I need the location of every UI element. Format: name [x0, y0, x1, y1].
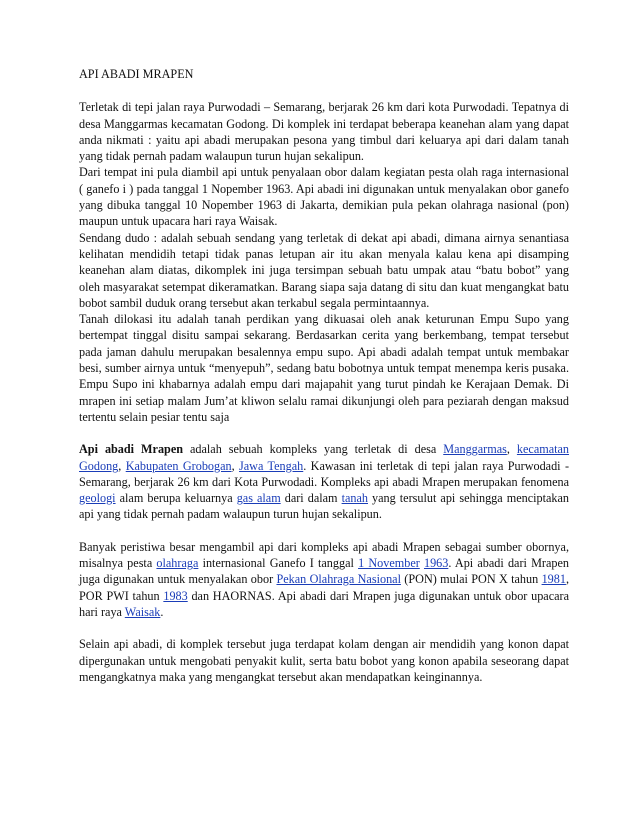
link-pekan-olahraga-nasional[interactable]: Pekan Olahraga Nasional	[276, 572, 401, 587]
link-olahraga[interactable]: olahraga	[156, 556, 199, 571]
paragraph-kolam: Selain api abadi, di komplek tersebut juga terdapat kolam dengan air mendidih yang konon dapat dipergunakan untuk mengobati penyakit kulit, serta batu bobot yang konon apabila seseorang dapat mengangkatnya maka yang mengangkat tersebut akan mendapatkan keinginannya.	[79, 637, 569, 684]
link-gas-alam[interactable]: gas alam	[236, 491, 281, 506]
link-jawa-tengah[interactable]: Jawa Tengah	[239, 458, 304, 473]
paragraph-events: Banyak peristiwa besar mengambil api dari kompleks api abadi Mrapen sebagai sumber obornya, misalnya pesta olahraga internasional Ganefo I tanggal 1 November 1963. Api abadi dari Mrapen juga digunakan untuk menyalakan obor Pekan Olahraga Nasional (PON) mulai PON X tahun 1981, POR PWI tahun 1983 dan HAORNAS. Api abadi dari Mrapen juga digunakan untuk obor upacara hari raya Waisak.	[79, 539, 569, 619]
document-page	[79, 66, 569, 685]
paragraph-api-abadi-definition: Api abadi Mrapen adalah sebuah kompleks yang terletak di desa Manggarmas, kecamatan Godong, Kabupaten Grobogan, Jawa Tengah. Kawasan ini terletak di tepi jalan raya Purwodadi - Semarang, berjarak 26 km dari Kota Purwodadi. Kompleks api abadi Mrapen merupakan fenomena geologi alam berupa keluarnya gas alam dari dalam tanah yang tersulut api sehingga menciptakan api yang tidak pernah padam walaupun turun hujan sekalipun.	[79, 442, 570, 522]
link-kecamatan-godong[interactable]: kecamatan Godong	[79, 442, 570, 473]
link-kabupaten-grobogan[interactable]: Kabupaten Grobogan	[125, 458, 232, 473]
link-1-november[interactable]: 1 November	[358, 556, 420, 571]
intro-block	[79, 99, 569, 425]
paragraph-tanah-perdikan: Tanah dilokasi itu adalah tanah perdikan yang dikuasai oleh anak keturunan Empu Supo yang bertempat tinggal disitu sampai sekarang. Berdasarkan cerita yang berkembang, tempat tersebut pada jaman dahulu merupakan besalennya empu supo. Api abadi adalah tempat untuk membakar besi, sumber airnya untuk “menyepuh”, sedang batu bobotnya untuk tempat menempa keris pusaka. Empu Supo ini khabarnya adalah empu dari majapahit yang turut pindah ke Kerajaan Demak. Di mrapen ini setiap malam Jum’at kliwon selalu ramai dikunjungi oleh para peziarah dengan maksud tertentu selain pesiar tentu saja	[79, 312, 569, 424]
link-waisak[interactable]: Waisak	[124, 604, 161, 619]
link-1963[interactable]: 1963	[423, 556, 449, 571]
link-tanah[interactable]: tanah	[341, 491, 368, 506]
bold-term: Api abadi Mrapen	[79, 442, 184, 457]
link-manggarmas[interactable]: Manggarmas	[443, 442, 507, 457]
link-1981[interactable]: 1981	[541, 572, 566, 587]
paragraph-location: Terletak di tepi jalan raya Purwodadi – Semarang, berjarak 26 km dari kota Purwodadi. Tepatnya di desa Manggarmas kecamatan Godong. Di komplek ini terdapat beberapa keanehan alam yang dapat anda nikmati : yaitu api abadi merupakan pesona yang timbul dari keluarya api dari dalam tanah yang tidak pernah padam walaupun turun hujan sekalipun.	[79, 100, 569, 164]
paragraph-torch: Dari tempat ini pula diambil api untuk penyalaan obor dalam kegiatan pesta olah raga internasional ( ganefo i ) pada tanggal 1 Nopember 1963. Api abadi ini digunakan untuk menyalakan obor ganefo yang dibuka tanggal 10 Nopember 1963 di Jakarta, demikian pula pekan olahraga nasional (pon) maupun untuk upacara hari raya Waisak.	[79, 165, 569, 229]
paragraph-sendang-dudo: Sendang dudo : adalah sebuah sendang yang terletak di dekat api abadi, dimana airnya senantiasa kelihatan mendidih tetapi tidak panas letupan air itu akan menyala kalau kena api disamping keanehan alam diatas, dikomplek ini juga tersimpan sebuah batu umpak atau “batu bobot” yang oleh masyarakat setempat dikeramatkan. Barang siapa saja datang di situ dan kuat mengangkat batu bobot sambil duduk orang tersebut akan terkabul segala permintaannya.	[79, 230, 569, 310]
link-1983[interactable]: 1983	[163, 588, 188, 603]
document-title: API ABADI MRAPEN	[79, 67, 194, 81]
link-geologi[interactable]: geologi	[79, 491, 116, 506]
